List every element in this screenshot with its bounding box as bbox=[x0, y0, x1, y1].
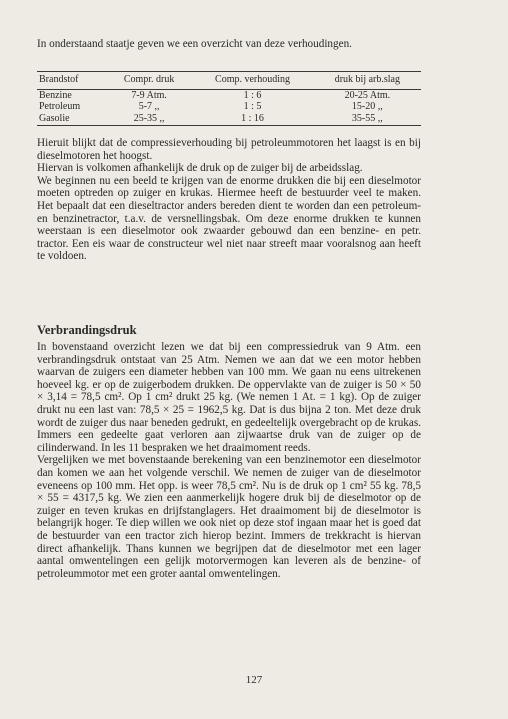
column-header: Brandstof bbox=[37, 72, 107, 90]
table-cell: 1 : 16 bbox=[191, 113, 313, 126]
table-row bbox=[37, 89, 421, 101]
table-cell: 7-9 Atm. bbox=[131, 89, 167, 101]
table-cell: 15-20 ,, bbox=[351, 101, 383, 112]
table-header-row bbox=[37, 72, 421, 90]
fuel-table-container bbox=[37, 71, 421, 126]
column-header: Compr. druk bbox=[107, 72, 192, 90]
table-cell: 1 : 6 bbox=[243, 89, 262, 101]
paragraph: In bovenstaand overzicht lezen we dat bij een compressiedruk van 9 Atm. een verbrandingsdruk ontstaat van 25 Atm. Nemen we aan dat we een motor hebben waarvan de zuigers een diameter hebben van 100 mm. We gaan nu eens uitrekenen hoeveel kg. er op de zuigerbodem drukken. De oppervlakte van de zuiger is 50 × 50 × 3,14 = 78,5 cm². Op 1 cm² drukt 25 kg. (We nemen 1 At. = 1 kg). Op de zuiger drukt nu een last van: 78,5 × 25 = 1962,5 kg. Dat is dus bijna 2 ton. Met deze druk wordt de zuiger dus naar beneden gedrukt, en gedeeltelijk overgebracht op de krukas. Immers een gedeelte gaat verloren aan zijwaartse druk van de zuiger op de cilinderwand. In les 11 bespraken we het draaimoment reeds. bbox=[37, 341, 421, 454]
column-header: druk bij arb.slag bbox=[314, 72, 421, 90]
table-cell: Gasolie bbox=[37, 113, 107, 126]
section-text bbox=[37, 341, 421, 580]
section-heading: Verbrandingsdruk bbox=[37, 323, 137, 337]
table-row bbox=[37, 113, 421, 126]
table-cell: 5-7 ,, bbox=[138, 101, 160, 112]
table-cell: Petroleum bbox=[39, 101, 81, 112]
table-cell: 1 : 5 bbox=[243, 101, 262, 112]
analysis-text bbox=[37, 137, 421, 263]
intro-paragraph: In onderstaand staatje geven we een overzicht van deze verhoudingen. bbox=[37, 38, 352, 50]
paragraph: Vergelijken we met bovenstaande berekening van een benzinemotor een dieselmotor dan komen we aan het volgende verschil. We nemen de zuiger van de dieselmotor eveneens op 100 mm. Het opp. is weer 78,5 cm². Nu is de druk op 1 cm² 55 kg. 78,5 × 55 = 4317,5 kg. We zien een aanmerkelijk hogere druk bij de dieselmotor op de zuiger en teven krukas en drijfstanglagers. Het draaimoment bij de dieselmotor is belangrijk hoger. Te diep willen we ook niet op deze stof ingaan maar het is goed dat de bestuurder van een tractor zich hierop bezint. Immers de trekkracht is hiervan direct afhankelijk. Thans kunnen we begrijpen dat de dieselmotor met een lager aantal omwentelingen een gelijk motorvermogen kan leveren als de benzine- of petroleummotor met een groter aantal omwentelingen. bbox=[37, 454, 421, 580]
paragraph: Hieruit blijkt dat de compressieverhouding bij petroleummotoren het laagst is en bij dieselmotoren het hoogst. bbox=[37, 137, 421, 162]
table-cell: Benzine bbox=[39, 89, 72, 101]
paragraph: Hiervan is volkomen afhankelijk de druk op de zuiger bij de arbeidsslag. bbox=[37, 162, 363, 175]
table-cell: 35-55 ,, bbox=[314, 113, 421, 126]
fuel-comparison-table bbox=[37, 71, 421, 126]
paragraph: We beginnen nu een beeld te krijgen van de enorme drukken die bij een dieselmotor moeten optreden op zuiger en krukas. Hiermee heeft de bestuurder veel te maken. Het bepaalt dat een dieseltractor anders bereden dient te worden dan een petroleum- en benzinetractor, t.a.v. de versnellingsbak. Om deze enorme drukken te kunnen weerstaan is een dieselmotor ook zwaarder gebouwd dan een benzine- en petr. tractor. Een eis waar de constructeur wel niet naar streeft maar vooralsnog aan heeft te voldoen. bbox=[37, 174, 421, 263]
table-cell: 20-25 Atm. bbox=[344, 89, 391, 101]
intro-text bbox=[37, 38, 421, 51]
column-header: Comp. verhouding bbox=[191, 72, 313, 90]
table-row bbox=[37, 101, 421, 113]
table-cell: 25-35 ,, bbox=[107, 113, 192, 126]
page-number: 127 bbox=[245, 674, 263, 686]
